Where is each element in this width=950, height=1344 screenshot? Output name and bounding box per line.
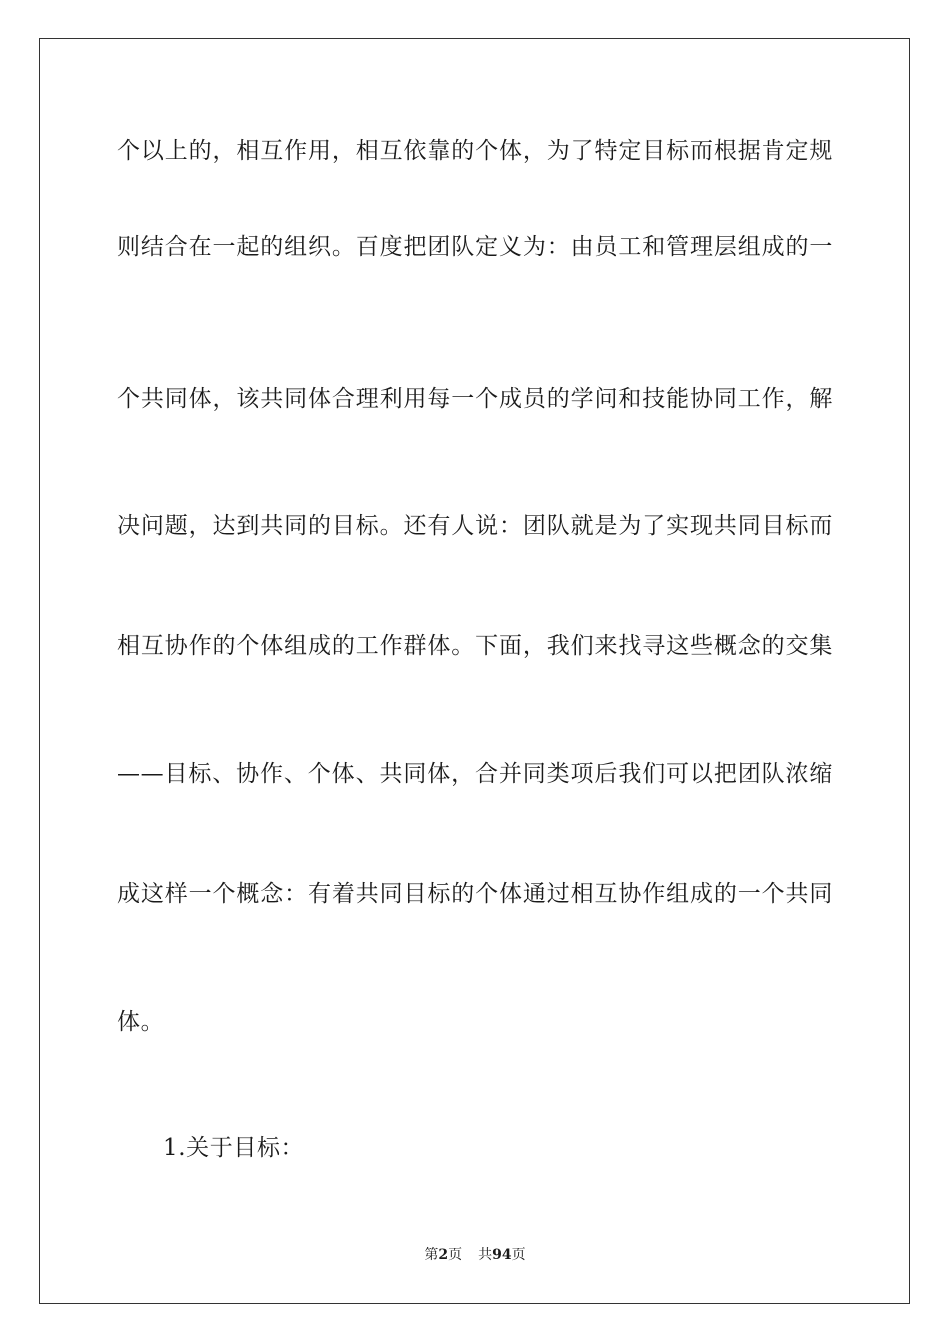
paragraph-line-7: 成这样一个概念：有着共同目标的个体通过相互协作组成的一个共同 bbox=[117, 881, 833, 907]
paragraph-line-5: 相互协作的个体组成的工作群体。下面，我们来找寻这些概念的交集 bbox=[117, 633, 833, 659]
paragraph-line-2: 则结合在一起的组织。百度把团队定义为：由员工和管理层组成的一 bbox=[117, 234, 833, 260]
footer-page-number: 2 bbox=[438, 1247, 449, 1263]
page-border bbox=[39, 38, 910, 1304]
footer-page-prefix: 第 bbox=[424, 1247, 439, 1263]
paragraph-line-8: 体。 bbox=[117, 1009, 165, 1035]
footer-total-prefix: 共 bbox=[478, 1247, 493, 1263]
footer-total-suffix: 页 bbox=[511, 1247, 526, 1263]
paragraph-line-3: 个共同体，该共同体合理利用每一个成员的学问和技能协同工作，解 bbox=[117, 386, 833, 412]
paragraph-line-1: 个以上的，相互作用，相互依靠的个体，为了特定目标而根据肯定规 bbox=[117, 138, 833, 164]
footer-total-pages: 94 bbox=[492, 1247, 512, 1263]
footer-page-suffix: 页 bbox=[448, 1247, 463, 1263]
paragraph-line-4: 决问题，达到共同的目标。还有人说：团队就是为了实现共同目标而 bbox=[117, 513, 833, 539]
paragraph-line-6: ——目标、协作、个体、共同体，合并同类项后我们可以把团队浓缩 bbox=[117, 761, 833, 787]
page-footer bbox=[0, 1245, 950, 1265]
section-heading: 1.关于目标： bbox=[163, 1135, 305, 1161]
